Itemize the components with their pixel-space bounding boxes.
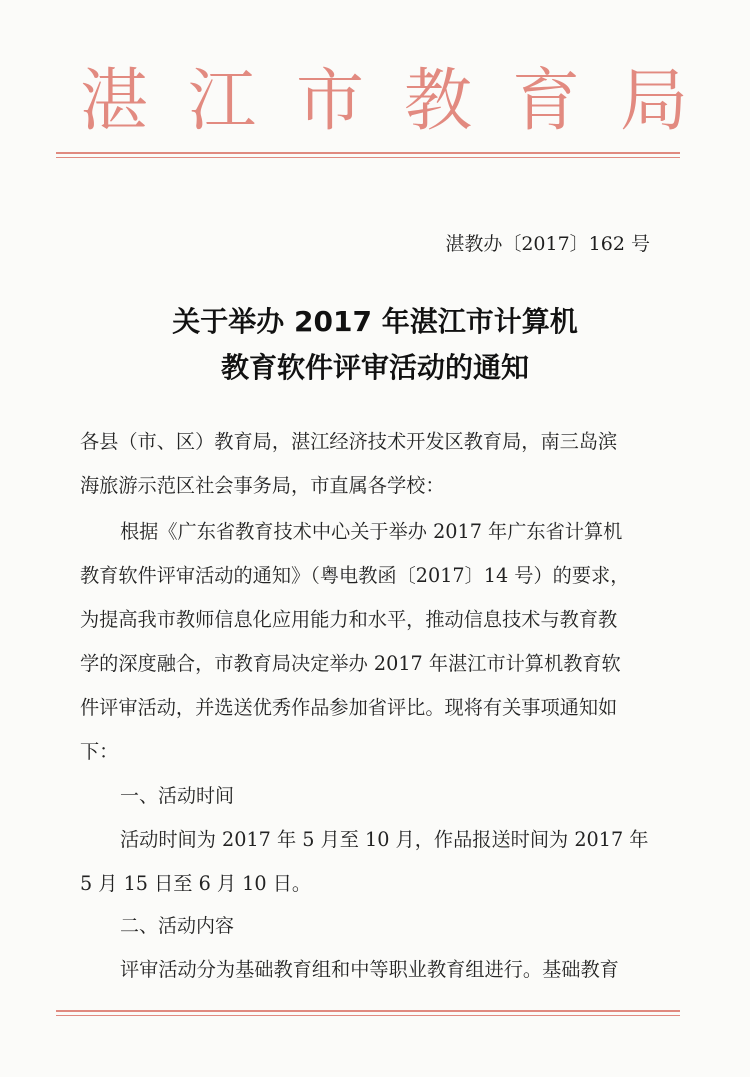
header-rule-bottom	[56, 157, 680, 158]
masthead-char: 教	[404, 62, 473, 141]
footer-rule-bottom	[56, 1015, 680, 1016]
section-heading-time: 一、活动时间	[120, 785, 235, 807]
section2-line: 评审活动分为基础教育组和中等职业教育组进行。基础教育	[120, 958, 619, 981]
intro-line: 根据《广东省教育技术中心关于举办 2017 年广东省计算机	[120, 520, 623, 543]
document-number: 湛教办〔2017〕162 号	[445, 233, 650, 255]
section1-line: 活动时间为 2017 年 5 月至 10 月，作品报送时间为 2017 年	[120, 828, 649, 851]
masthead-char: 江	[188, 62, 257, 141]
addressee-line: 各县（市、区）教育局，湛江经济技术开发区教育局，南三岛滨	[80, 430, 618, 453]
intro-line: 学的深度融合，市教育局决定举办 2017 年湛江市计算机教育软	[80, 652, 621, 675]
footer-rule-top	[56, 1010, 680, 1012]
masthead-char: 湛	[80, 62, 149, 141]
intro-line: 教育软件评审活动的通知》（粤电教函〔2017〕14 号）的要求，	[80, 564, 630, 587]
section-heading-content: 二、活动内容	[120, 915, 235, 937]
header-rule-top	[56, 152, 680, 154]
masthead-char: 市	[296, 62, 365, 141]
intro-line: 件评审活动，并选送优秀作品参加省评比。现将有关事项通知如	[80, 696, 618, 719]
document-title-line1: 关于举办 2017 年湛江市计算机	[172, 305, 578, 338]
addressee-line: 海旅游示范区社会事务局，市直属各学校：	[80, 474, 445, 497]
masthead-char: 育	[512, 62, 581, 141]
masthead-char: 局	[620, 62, 689, 141]
section1-line: 5 月 15 日至 6 月 10 日。	[80, 872, 312, 895]
intro-line: 为提高我市教师信息化应用能力和水平，推动信息技术与教育教	[80, 608, 618, 631]
masthead	[80, 62, 689, 142]
document-title-line2: 教育软件评审活动的通知	[220, 351, 529, 384]
intro-line: 下：	[80, 740, 119, 763]
